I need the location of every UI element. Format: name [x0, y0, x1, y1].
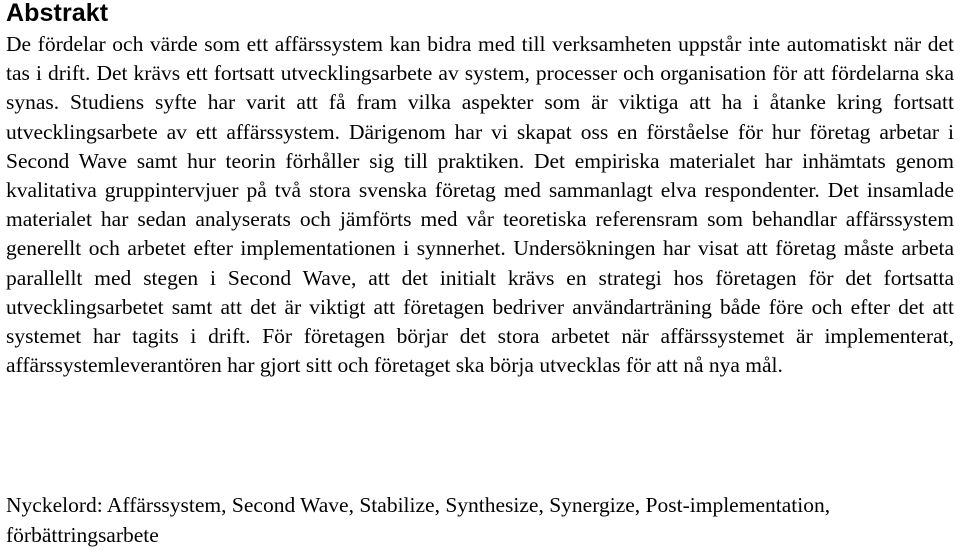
abstract-paragraph: De fördelar och värde som ett affärssystem kan bidra med till verksamheten uppstår inte automatiskt när det tas i drift. Det krävs ett fortsatt utvecklingsarbete av system, processer och organisation för att fördelarna ska synas. Studiens syfte har varit att få fram vilka aspekter som är viktiga att ha i åtanke kring fortsatt utvecklingsarbete av ett affärssystem. Därigenom har vi skapat oss en förståelse för hur företag arbetar i Second Wave samt hur teorin förhåller sig till praktiken. Det empiriska materialet har inhämtats genom kvalitativa gruppintervjuer på två stora svenska företag med sammanlagt elva respondenter. Det insamlade materialet har sedan analyserats och jämförts med vår teoretiska referensram som behandlar affärssystem generellt och arbetet efter implementationen i synnerhet. Undersökningen har visat att företag måste arbeta parallellt med stegen i Second Wave, att det initialt krävs en strategi hos företagen för det fortsatta utvecklingsarbetet samt att det är viktigt att företagen bedriver användarträning både före och efter det att systemet har tagits i drift. För företagen börjar det stora arbetet när affärssystemet är implementerat, affärssystemleverantören har gjort sitt och företaget ska börja utvecklas för att nå nya mål. [6, 32, 954, 378]
abstract-heading: Abstrakt [6, 0, 109, 27]
keywords-paragraph: Nyckelord: Affärssystem, Second Wave, Stabilize, Synthesize, Synergize, Post-implementation, förbättringsarbete [6, 493, 831, 547]
